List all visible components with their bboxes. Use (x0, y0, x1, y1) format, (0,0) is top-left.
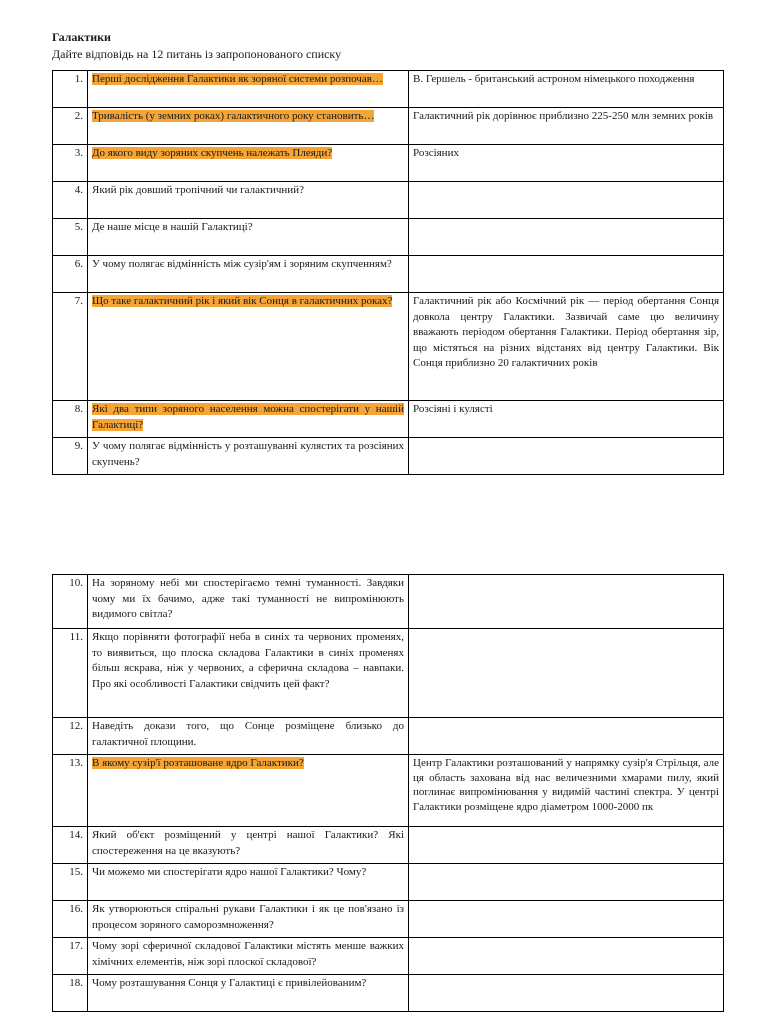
question-cell (88, 256, 409, 293)
question-cell (88, 938, 409, 975)
question-number: 15. (53, 864, 88, 901)
table-row (53, 901, 724, 938)
question-text: На зоряному небі ми спостерігаємо темні туманності. Завдяки чому ми їх бачимо, адже такі туманності не випромінюють видимого світла? (92, 577, 404, 620)
question-cell (88, 975, 409, 1012)
table-row (53, 827, 724, 864)
table-row (53, 182, 724, 219)
table-row (53, 71, 724, 108)
question-number: 2. (53, 108, 88, 145)
answer-cell[interactable] (409, 575, 724, 629)
question-text: Якщо порівняти фотографії неба в синіх та червоних променях, то виявиться, що плоска складова Галактики в синіх променях більш яскрава, ніж у червоних, а сферична складова – навпаки. Про які особливості Галактики свідчить цей факт? (92, 631, 404, 690)
answer-cell[interactable]: В. Гершель - британський астроном німецького походження (409, 71, 724, 108)
question-number: 8. (53, 401, 88, 438)
question-cell (88, 575, 409, 629)
question-text: Перші дослідження Галактики як зоряної системи розпочав… (92, 73, 383, 85)
question-cell (88, 901, 409, 938)
question-cell (88, 108, 409, 145)
question-number: 16. (53, 901, 88, 938)
question-text: Чому зорі сферичної складової Галактики містять менше важких хімічних елементів, ніж зорі плоскої складової? (92, 940, 404, 968)
question-text: Який об'єкт розміщений у центрі нашої Галактики? Які спостереження на це вказують? (92, 829, 404, 857)
table-row (53, 401, 724, 438)
table-row (53, 438, 724, 475)
question-text: У чому полягає відмінність у розташуванні кулястих та розсіяних скупчень? (92, 440, 404, 468)
table-row (53, 145, 724, 182)
answer-cell[interactable] (409, 975, 724, 1012)
answer-cell[interactable]: Розсіяні і кулясті (409, 401, 724, 438)
table-row (53, 256, 724, 293)
answer-cell[interactable]: Галактичний рік дорівнює приблизно 225-250 млн земних років (409, 108, 724, 145)
table-row (53, 975, 724, 1012)
question-text: Що таке галактичний рік і який вік Сонця в галактичних роках? (92, 295, 393, 307)
answer-cell[interactable] (409, 864, 724, 901)
question-number: 17. (53, 938, 88, 975)
answer-cell[interactable] (409, 629, 724, 718)
question-text: Чи можемо ми спостерігати ядро нашої Галактики? Чому? (92, 866, 367, 878)
question-number: 18. (53, 975, 88, 1012)
question-cell (88, 827, 409, 864)
question-number: 11. (53, 629, 88, 718)
question-number: 4. (53, 182, 88, 219)
table-row (53, 938, 724, 975)
table-row (53, 108, 724, 145)
answer-cell[interactable]: Розсіяних (409, 145, 724, 182)
question-cell (88, 71, 409, 108)
question-cell (88, 864, 409, 901)
question-cell (88, 718, 409, 755)
question-text: В якому сузір'ї розташоване ядро Галактики? (92, 757, 304, 769)
question-text: Який рік довший тропічний чи галактичний? (92, 184, 304, 196)
questions-table-2 (52, 574, 724, 1012)
answer-cell[interactable]: Галактичний рік або Космічний рік — період обертання Сонця довкола центру Галактики. Зазвичай саме цю величину вважають періодом обертання Галактики. Період обертання зір, що містяться на різних відстанях від центру Галактики. Вік Сонця приблизно 20 галактичних років (409, 293, 724, 401)
table-row (53, 293, 724, 401)
table-row (53, 629, 724, 718)
question-text: Які два типи зоряного населення можна спостерігати у нашій Галактиці? (92, 403, 404, 431)
answer-cell[interactable] (409, 256, 724, 293)
question-cell (88, 219, 409, 256)
questions-table-1 (52, 70, 724, 475)
question-cell (88, 145, 409, 182)
table-row (53, 755, 724, 827)
question-text: Чому розташування Сонця у Галактиці є привілейованим? (92, 977, 367, 989)
table-row (53, 575, 724, 629)
table-row (53, 219, 724, 256)
table-row (53, 718, 724, 755)
question-cell (88, 629, 409, 718)
page-title: Галактики (52, 30, 111, 44)
question-number: 10. (53, 575, 88, 629)
question-text: Тривалість (у земних роках) галактичного року становить… (92, 110, 375, 122)
question-number: 7. (53, 293, 88, 401)
question-cell (88, 401, 409, 438)
answer-cell[interactable]: Центр Галактики розташований у напрямку сузір'я Стрільця, але ця область захована від нас величезними хмарами пилу, який поглинає випромінювання у видимій частині спектра. У центрі Галактики розміщене ядро діаметром 1000-2000 пк (409, 755, 724, 827)
question-number: 5. (53, 219, 88, 256)
answer-cell[interactable] (409, 438, 724, 475)
question-text: Наведіть докази того, що Сонце розміщене близько до галактичної площини. (92, 720, 404, 748)
answer-cell[interactable] (409, 718, 724, 755)
question-cell (88, 438, 409, 475)
answer-cell[interactable] (409, 938, 724, 975)
answer-cell[interactable] (409, 901, 724, 938)
question-number: 6. (53, 256, 88, 293)
instruction-text: Дайте відповідь на 12 питань із запропонованого списку (52, 47, 342, 61)
question-number: 3. (53, 145, 88, 182)
table-row (53, 864, 724, 901)
question-text: До якого виду зоряних скупчень належать Плеяди? (92, 147, 333, 159)
question-text: Як утворюються спіральні рукави Галактики і як це пов'язано із процесом зоряного саморозмноження? (92, 903, 404, 931)
answer-cell[interactable] (409, 219, 724, 256)
question-text: Де наше місце в нашій Галактиці? (92, 221, 253, 233)
question-number: 1. (53, 71, 88, 108)
answer-cell[interactable] (409, 827, 724, 864)
question-number: 13. (53, 755, 88, 827)
question-cell (88, 293, 409, 401)
answer-cell[interactable] (409, 182, 724, 219)
question-cell (88, 182, 409, 219)
question-number: 12. (53, 718, 88, 755)
question-text: У чому полягає відмінність між сузір'ям і зоряним скупченням? (92, 258, 392, 270)
question-cell (88, 755, 409, 827)
question-number: 9. (53, 438, 88, 475)
question-number: 14. (53, 827, 88, 864)
